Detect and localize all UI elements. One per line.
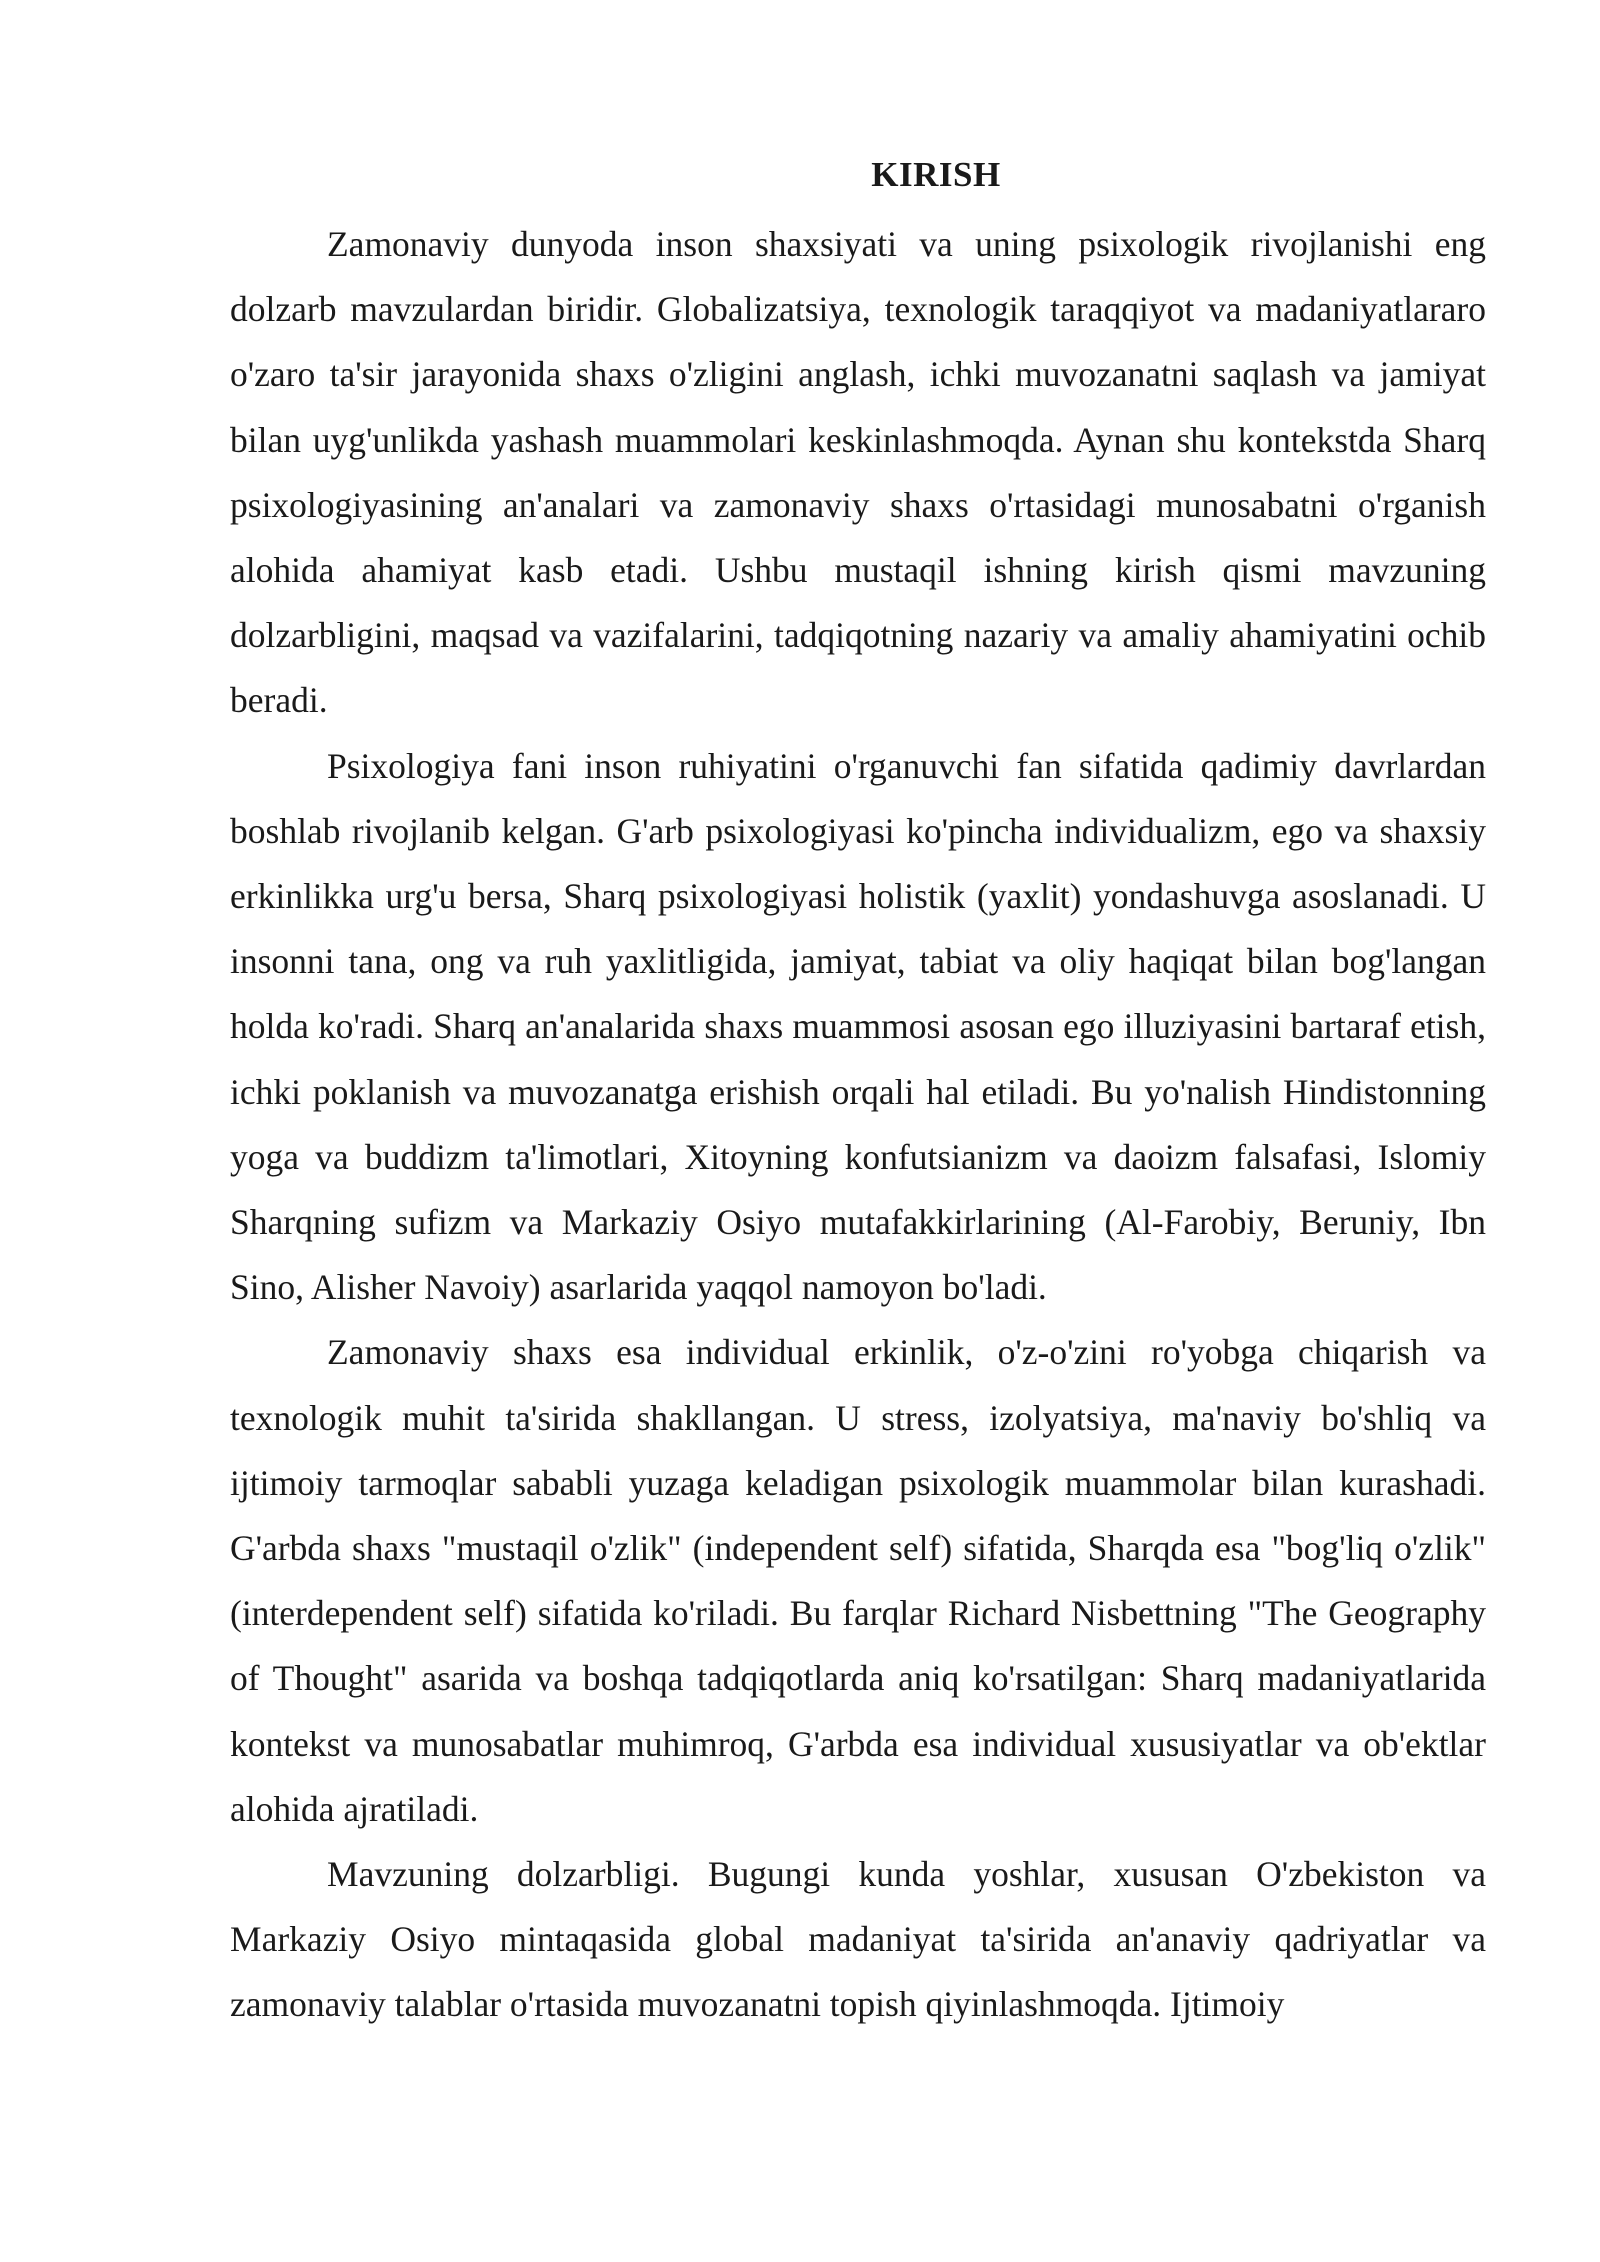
paragraph-relevance: Mavzuning dolzarbligi. Bugungi kunda yoshlar, xususan O'zbekiston va Markaziy Osiyo mintaqasida global madaniyat ta'sirida an'anaviy qadriyatlar va zamonaviy talablar o'rtasida muvozanatni topish qiyinlashmoqda. Ijtimoiy bbox=[230, 1854, 1486, 2025]
paragraph-introduction: Zamonaviy dunyoda inson shaxsiyati va uning psixologik rivojlanishi eng dolzarb mavzulardan biridir. Globalizatsiya, texnologik taraqqiyot va madaniyatlararo o'zaro ta'sir jarayonida shaxs o'zligini anglash, ichki muvozanatni saqlash va jamiyat bilan uyg'unlikda yashash muammolari keskinlashmoqda. Aynan shu kontekstda Sharq psixologiyasining an'analari va zamonaviy shaxs o'rtasidagi munosabatni o'rganish alohida ahamiyat kasb etadi. Ushbu mustaqil ishning kirish qismi mavzuning dolzarbligini, maqsad va vazifalarini, tadqiqotning nazariy va amaliy ahamiyatini ochib beradi. bbox=[230, 224, 1486, 721]
section-title: KIRISH bbox=[871, 155, 1001, 194]
document-page bbox=[230, 148, 1486, 2038]
paragraph-modern-personality: Zamonaviy shaxs esa individual erkinlik, o'z-o'zini ro'yobga chiqarish va texnologik muhit ta'sirida shakllangan. U stress, izolyatsiya, ma'naviy bo'shliq va ijtimoiy tarmoqlar sababli yuzaga keladigan psixologik muammolar bilan kurashadi. G'arbda shaxs "mustaqil o'zlik" (independent self) sifatida, Sharqda esa "bog'liq o'zlik" (interdependent self) sifatida ko'riladi. Bu farqlar Richard Nisbettning "The Geography of Thought" asarida va boshqa tadqiqotlarda aniq ko'rsatilgan: Sharq madaniyatlarida kontekst va munosabatlar muhimroq, G'arbda esa individual xususiyatlar va ob'ektlar alohida ajratiladi. bbox=[230, 1332, 1486, 1829]
paragraph-psychology-history: Psixologiya fani inson ruhiyatini o'rganuvchi fan sifatida qadimiy davrlardan boshlab rivojlanib kelgan. G'arb psixologiyasi ko'pincha individualizm, ego va shaxsiy erkinlikka urg'u bersa, Sharq psixologiyasi holistik (yaxlit) yondashuvga asoslanadi. U insonni tana, ong va ruh yaxlitligida, jamiyat, tabiat va oliy haqiqat bilan bog'langan holda ko'radi. Sharq an'analarida shaxs muammosi asosan ego illuziyasini bartaraf etish, ichki poklanish va muvozanatga erishish orqali hal etiladi. Bu yo'nalish Hindistonning yoga va buddizm ta'limotlari, Xitoyning konfutsianizm va daoizm falsafasi, Islomiy Sharqning sufizm va Markaziy Osiyo mutafakkirlarining (Al-Farobiy, Beruniy, Ibn Sino, Alisher Navoiy) asarlarida yaqqol namoyon bo'ladi. bbox=[230, 745, 1486, 1308]
